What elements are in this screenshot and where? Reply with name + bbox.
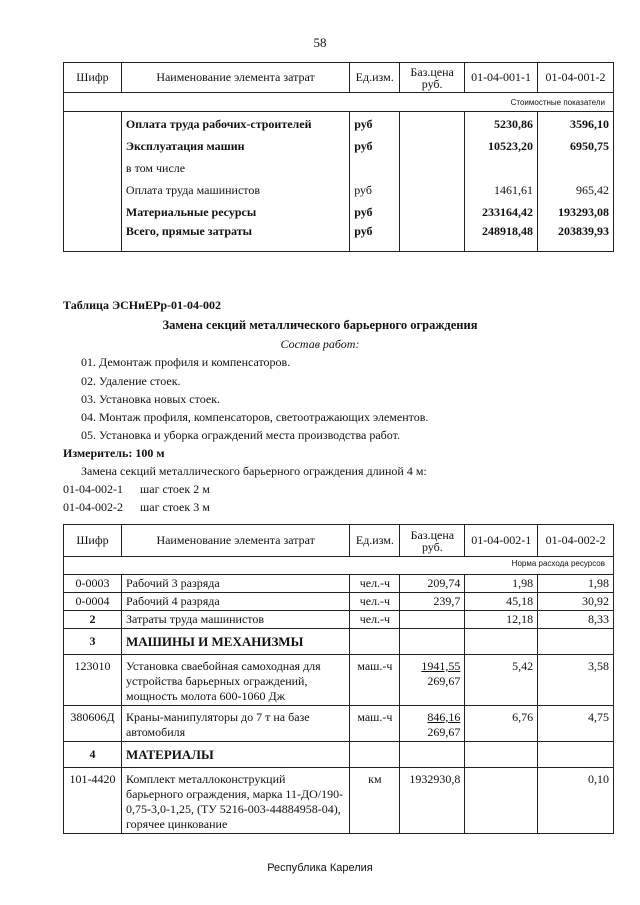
row-value-2: 3,58	[538, 655, 614, 706]
row-unit	[350, 157, 400, 179]
row-price	[400, 655, 465, 706]
row-value-2: 3596,10	[538, 112, 614, 136]
row-name: Краны-манипуляторы до 7 т на базе автомобиля	[121, 706, 349, 742]
row-value-1	[465, 157, 538, 179]
work-item: 04. Монтаж профиля, компенсаторов, светоотражающих элементов.	[81, 410, 429, 424]
section-title: Замена секций металлического барьерного ограждения	[162, 318, 478, 332]
table-row	[64, 179, 614, 201]
row-unit: чел.-ч	[350, 593, 400, 611]
row-code: 0-0004	[64, 593, 122, 611]
row-price: 1932930,8	[400, 768, 465, 834]
row-value-2: 8,33	[538, 611, 614, 629]
table-row	[64, 611, 614, 629]
row-value-1: 248918,48	[465, 223, 538, 252]
row-value-2: 203839,93	[538, 223, 614, 252]
section-code: 4	[64, 742, 122, 768]
row-name: Материальные ресурсы	[121, 201, 349, 223]
row-unit: руб	[350, 223, 400, 252]
variant-text: шаг стоек 3 м	[140, 500, 210, 514]
row-value-1: 233164,42	[465, 201, 538, 223]
row-value-1: 5,42	[465, 655, 538, 706]
col-name-header: Наименование элемента затрат	[121, 525, 349, 557]
row-value-2: 193293,08	[538, 201, 614, 223]
row-value-1: 6,76	[465, 706, 538, 742]
row-value-1: 45,18	[465, 593, 538, 611]
row-unit: маш.-ч	[350, 655, 400, 706]
table-subheader-row	[64, 93, 614, 112]
row-unit: чел.-ч	[350, 611, 400, 629]
row-price: 209,74	[400, 575, 465, 593]
table-row	[64, 223, 614, 252]
row-unit: маш.-ч	[350, 706, 400, 742]
section-row-machines	[64, 629, 614, 655]
col-price-header: Баз.цена руб.	[400, 525, 465, 557]
row-value-2: 4,75	[538, 706, 614, 742]
page-number: 58	[313, 35, 327, 50]
table-row	[64, 112, 614, 136]
row-unit: руб	[350, 179, 400, 201]
section-row-materials	[64, 742, 614, 768]
row-unit: чел.-ч	[350, 575, 400, 593]
table-row	[64, 201, 614, 223]
price-top: 1941,55	[421, 659, 461, 673]
variant-code: 01-04-002-2	[63, 500, 123, 514]
description: Замена секций металлического барьерного ограждения длиной 4 м:	[81, 464, 427, 478]
price-top: 846,16	[427, 710, 461, 724]
col-name-header: Наименование элемента затрат	[121, 63, 349, 93]
table-row	[64, 655, 614, 706]
row-name: Комплект металлоконструкций барьерного ограждения, марка 11-ДО/190-0,75-3,0-1,25, (ТУ 5216-003-44884958-04), горячее цинкование	[121, 768, 349, 834]
price-bottom: 269,67	[427, 725, 461, 739]
row-name: Рабочий 3 разряда	[121, 575, 349, 593]
col-v2-header: 01-04-002-2	[538, 525, 614, 557]
table-row	[64, 706, 614, 742]
row-value-1: 5230,86	[465, 112, 538, 136]
section-code: 3	[64, 629, 122, 655]
price-bottom: 269,67	[427, 674, 461, 688]
row-name: Всего, прямые затраты	[121, 223, 349, 252]
table-row	[64, 768, 614, 834]
footer-region: Республика Карелия	[267, 862, 373, 874]
row-unit: руб	[350, 135, 400, 157]
row-unit: км	[350, 768, 400, 834]
table-header-row	[64, 63, 614, 93]
table-row	[64, 157, 614, 179]
row-value-2: 965,42	[538, 179, 614, 201]
row-code: 101-4420	[64, 768, 122, 834]
section-title: МАШИНЫ И МЕХАНИЗМЫ	[121, 629, 349, 655]
col-unit-header: Ед.изм.	[350, 525, 400, 557]
row-code: 123010	[64, 655, 122, 706]
meter-label: Измеритель: 100 м	[63, 446, 165, 460]
row-name: Оплата труда рабочих-строителей	[121, 112, 349, 136]
col-v1-header: 01-04-001-1	[465, 63, 538, 93]
row-value-1: 12,18	[465, 611, 538, 629]
row-value-2: 6950,75	[538, 135, 614, 157]
row-price	[400, 611, 465, 629]
row-name: Затраты труда машинистов	[121, 611, 349, 629]
table-subheader-row	[64, 557, 614, 575]
col-price-header: Баз.цена руб.	[400, 63, 465, 93]
row-unit: руб	[350, 112, 400, 136]
col-unit-header: Ед.изм.	[350, 63, 400, 93]
section-title: МАТЕРИАЛЫ	[121, 742, 349, 768]
row-value-1: 10523,20	[465, 135, 538, 157]
row-name: Оплата труда машинистов	[121, 179, 349, 201]
row-value-2: 30,92	[538, 593, 614, 611]
work-item: 01. Демонтаж профиля и компенсаторов.	[81, 355, 291, 369]
table-row	[64, 593, 614, 611]
table-header-row	[64, 525, 614, 557]
col-v1-header: 01-04-002-1	[465, 525, 538, 557]
variant-text: шаг стоек 2 м	[140, 482, 210, 496]
work-item: 05. Установка и уборка ограждений места производства работ.	[81, 428, 400, 442]
row-name: Установка сваебойная самоходная для устройства барьерных ограждений, мощность молота 600-1060 Дж	[121, 655, 349, 706]
row-code: 380606Д	[64, 706, 122, 742]
row-price	[400, 706, 465, 742]
row-name: Рабочий 4 разряда	[121, 593, 349, 611]
subheader-label: Стоимостные показатели	[64, 93, 614, 112]
table-label: Таблица ЭСНиЕРр-01-04-002	[63, 298, 222, 312]
row-name: Эксплуатация машин	[121, 135, 349, 157]
work-item: 02. Удаление стоек.	[81, 374, 181, 388]
row-value-1: 1461,61	[465, 179, 538, 201]
row-name: в том числе	[121, 157, 349, 179]
variant-code: 01-04-002-1	[63, 482, 123, 496]
resource-table	[63, 524, 614, 834]
cost-table	[63, 62, 614, 252]
row-value-2	[538, 157, 614, 179]
table-row	[64, 575, 614, 593]
col-v2-header: 01-04-001-2	[538, 63, 614, 93]
row-value-1	[465, 768, 538, 834]
table-row	[64, 135, 614, 157]
col-code-header: Шифр	[64, 525, 122, 557]
row-code: 0-0003	[64, 575, 122, 593]
row-unit: руб	[350, 201, 400, 223]
work-item: 03. Установка новых стоек.	[81, 392, 221, 406]
row-price: 239,7	[400, 593, 465, 611]
subheader-label: Норма расхода ресурсов	[64, 557, 614, 575]
composition-label: Состав работ:	[280, 337, 360, 351]
row-value-1: 1,98	[465, 575, 538, 593]
col-code-header: Шифр	[64, 63, 122, 93]
row-value-2: 0,10	[538, 768, 614, 834]
row-value-2: 1,98	[538, 575, 614, 593]
row-code: 2	[64, 611, 122, 629]
